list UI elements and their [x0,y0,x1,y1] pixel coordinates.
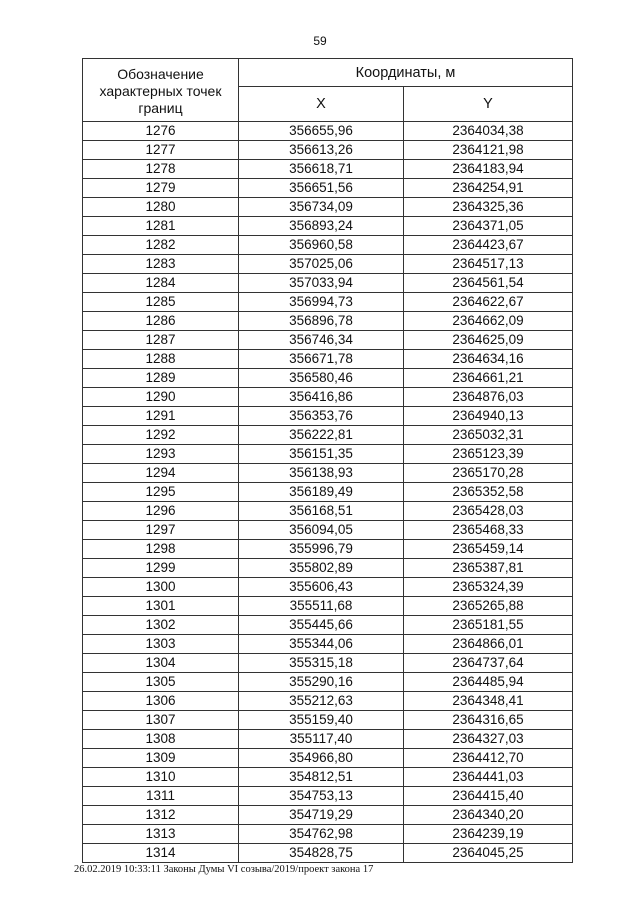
y-coordinate-cell: 2365324,39 [404,578,573,597]
y-coordinate-cell: 2364561,54 [404,274,573,293]
point-id-cell: 1288 [83,350,239,369]
x-coordinate-cell: 356168,51 [239,502,404,521]
x-coordinate-cell: 355445,66 [239,616,404,635]
table-row [83,578,573,597]
point-id-cell: 1298 [83,540,239,559]
table-row [83,825,573,844]
x-coordinate-cell: 356580,46 [239,369,404,388]
x-coordinate-cell: 356353,76 [239,407,404,426]
point-id-cell: 1302 [83,616,239,635]
x-coordinate-cell: 355290,16 [239,673,404,692]
y-coordinate-cell: 2364940,13 [404,407,573,426]
y-coordinate-cell: 2364634,16 [404,350,573,369]
x-coordinate-cell: 355802,89 [239,559,404,578]
y-coordinate-cell: 2365468,33 [404,521,573,540]
x-column-header: X [239,87,404,122]
y-coordinate-cell: 2365352,58 [404,483,573,502]
x-coordinate-cell: 356416,86 [239,388,404,407]
point-id-cell: 1283 [83,255,239,274]
x-coordinate-cell: 355511,68 [239,597,404,616]
y-coordinate-cell: 2364183,94 [404,160,573,179]
table-row [83,597,573,616]
point-id-cell: 1313 [83,825,239,844]
y-coordinate-cell: 2364034,38 [404,122,573,141]
y-coordinate-cell: 2364517,13 [404,255,573,274]
x-coordinate-cell: 356151,35 [239,445,404,464]
table-row [83,198,573,217]
table-row [83,692,573,711]
x-coordinate-cell: 356189,49 [239,483,404,502]
point-id-cell: 1284 [83,274,239,293]
point-label-header-line: характерных точек [99,82,222,99]
y-coordinate-cell: 2364325,36 [404,198,573,217]
x-coordinate-cell: 355344,06 [239,635,404,654]
point-id-cell: 1296 [83,502,239,521]
table-row [83,521,573,540]
point-id-cell: 1312 [83,806,239,825]
y-coordinate-cell: 2364662,09 [404,312,573,331]
table-row [83,502,573,521]
x-coordinate-cell: 354828,75 [239,844,404,863]
table-row [83,559,573,578]
table-row [83,122,573,141]
table-row [83,673,573,692]
table-row [83,483,573,502]
table-row [83,312,573,331]
coordinates-group-header: Координаты, м [239,59,573,87]
y-coordinate-cell: 2364371,05 [404,217,573,236]
y-column-header: Y [404,87,573,122]
x-coordinate-cell: 357025,06 [239,255,404,274]
x-coordinate-cell: 355117,40 [239,730,404,749]
x-coordinate-cell: 356893,24 [239,217,404,236]
point-id-cell: 1306 [83,692,239,711]
y-coordinate-cell: 2364485,94 [404,673,573,692]
point-id-cell: 1277 [83,141,239,160]
table-row [83,654,573,673]
y-coordinate-cell: 2365032,31 [404,426,573,445]
y-coordinate-cell: 2364625,09 [404,331,573,350]
table-row [83,787,573,806]
table-row [83,445,573,464]
point-id-cell: 1297 [83,521,239,540]
y-coordinate-cell: 2364661,21 [404,369,573,388]
point-id-cell: 1279 [83,179,239,198]
point-id-cell: 1305 [83,673,239,692]
point-id-cell: 1314 [83,844,239,863]
y-coordinate-cell: 2365265,88 [404,597,573,616]
table-row [83,730,573,749]
table-row [83,141,573,160]
x-coordinate-cell: 356613,26 [239,141,404,160]
point-label-header-line: границ [138,99,183,116]
x-coordinate-cell: 355315,18 [239,654,404,673]
point-id-cell: 1281 [83,217,239,236]
coordinates-table [82,58,573,863]
point-id-cell: 1276 [83,122,239,141]
point-id-cell: 1303 [83,635,239,654]
table-row [83,749,573,768]
y-coordinate-cell: 2365170,28 [404,464,573,483]
table-row [83,274,573,293]
table-row [83,179,573,198]
point-id-cell: 1295 [83,483,239,502]
x-coordinate-cell: 356734,09 [239,198,404,217]
table-row [83,635,573,654]
point-id-cell: 1310 [83,768,239,787]
y-coordinate-cell: 2364737,64 [404,654,573,673]
point-id-cell: 1294 [83,464,239,483]
y-coordinate-cell: 2365428,03 [404,502,573,521]
point-id-cell: 1308 [83,730,239,749]
point-id-cell: 1293 [83,445,239,464]
point-id-cell: 1280 [83,198,239,217]
y-coordinate-cell: 2365123,39 [404,445,573,464]
x-coordinate-cell: 354753,13 [239,787,404,806]
y-coordinate-cell: 2364876,03 [404,388,573,407]
point-id-cell: 1307 [83,711,239,730]
x-coordinate-cell: 356138,93 [239,464,404,483]
point-id-cell: 1291 [83,407,239,426]
y-coordinate-cell: 2364348,41 [404,692,573,711]
table-row [83,426,573,445]
x-coordinate-cell: 356746,34 [239,331,404,350]
x-coordinate-cell: 354762,98 [239,825,404,844]
point-id-cell: 1290 [83,388,239,407]
point-id-cell: 1289 [83,369,239,388]
table-row [83,236,573,255]
x-coordinate-cell: 356094,05 [239,521,404,540]
x-coordinate-cell: 355996,79 [239,540,404,559]
y-coordinate-cell: 2365387,81 [404,559,573,578]
table-row [83,369,573,388]
x-coordinate-cell: 355212,63 [239,692,404,711]
x-coordinate-cell: 355606,43 [239,578,404,597]
point-id-cell: 1286 [83,312,239,331]
table-row [83,768,573,787]
x-coordinate-cell: 356618,71 [239,160,404,179]
table-row [83,388,573,407]
y-coordinate-cell: 2364412,70 [404,749,573,768]
point-id-cell: 1278 [83,160,239,179]
y-coordinate-cell: 2364254,91 [404,179,573,198]
table-row [83,806,573,825]
table-row [83,331,573,350]
point-id-cell: 1311 [83,787,239,806]
y-coordinate-cell: 2365459,14 [404,540,573,559]
point-label-header [83,59,239,122]
table-row [83,616,573,635]
table-row [83,255,573,274]
table-row [83,350,573,369]
point-id-cell: 1282 [83,236,239,255]
point-id-cell: 1287 [83,331,239,350]
x-coordinate-cell: 356651,56 [239,179,404,198]
y-coordinate-cell: 2364121,98 [404,141,573,160]
x-coordinate-cell: 357033,94 [239,274,404,293]
point-label-header-line: Обозначение [117,65,204,82]
table-row [83,293,573,312]
x-coordinate-cell: 356655,96 [239,122,404,141]
x-coordinate-cell: 354719,29 [239,806,404,825]
page-number: 59 [313,34,327,48]
y-coordinate-cell: 2365181,55 [404,616,573,635]
table-row [83,217,573,236]
table-row [83,160,573,179]
y-coordinate-cell: 2364045,25 [404,844,573,863]
y-coordinate-cell: 2364340,20 [404,806,573,825]
table-row [83,844,573,863]
y-coordinate-cell: 2364316,65 [404,711,573,730]
y-coordinate-cell: 2364423,67 [404,236,573,255]
point-id-cell: 1304 [83,654,239,673]
point-id-cell: 1300 [83,578,239,597]
point-id-cell: 1292 [83,426,239,445]
y-coordinate-cell: 2364622,67 [404,293,573,312]
x-coordinate-cell: 355159,40 [239,711,404,730]
table-row [83,540,573,559]
y-coordinate-cell: 2364239,19 [404,825,573,844]
document-footer: 26.02.2019 10:33:11 Законы Думы VI созыва/2019/проект закона 17 [74,864,374,875]
table-body [83,122,573,863]
x-coordinate-cell: 356896,78 [239,312,404,331]
y-coordinate-cell: 2364441,03 [404,768,573,787]
table-header [83,59,573,122]
x-coordinate-cell: 356994,73 [239,293,404,312]
point-id-cell: 1301 [83,597,239,616]
point-id-cell: 1309 [83,749,239,768]
x-coordinate-cell: 356222,81 [239,426,404,445]
x-coordinate-cell: 356671,78 [239,350,404,369]
x-coordinate-cell: 354812,51 [239,768,404,787]
table-row [83,711,573,730]
x-coordinate-cell: 354966,80 [239,749,404,768]
table-row [83,407,573,426]
y-coordinate-cell: 2364327,03 [404,730,573,749]
table-row [83,464,573,483]
point-id-cell: 1299 [83,559,239,578]
point-id-cell: 1285 [83,293,239,312]
x-coordinate-cell: 356960,58 [239,236,404,255]
y-coordinate-cell: 2364866,01 [404,635,573,654]
y-coordinate-cell: 2364415,40 [404,787,573,806]
